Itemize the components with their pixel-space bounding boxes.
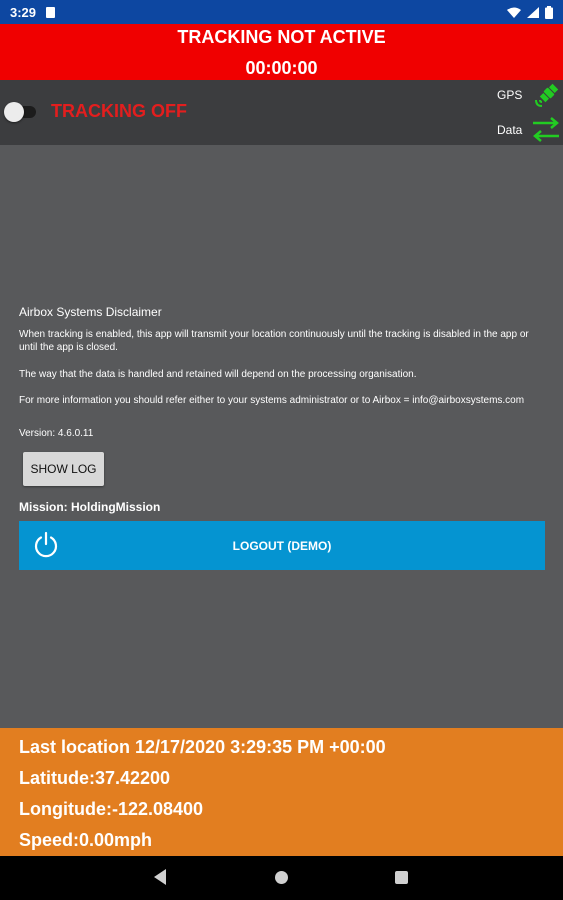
battery-icon (545, 6, 553, 19)
show-log-button[interactable]: SHOW LOG (23, 452, 104, 486)
home-icon[interactable] (275, 871, 288, 884)
transfer-arrows-icon (530, 116, 562, 144)
gps-label: GPS (497, 88, 523, 102)
longitude: Longitude:-122.08400 (19, 799, 204, 819)
status-time: 3:29 (10, 4, 37, 20)
data-label: Data (497, 123, 523, 137)
disclaimer-title: Airbox Systems Disclaimer (19, 305, 162, 319)
toggle-thumb (4, 102, 24, 122)
last-location: Last location 12/17/2020 3:29:35 PM +00:00 (19, 737, 386, 757)
recent-apps-icon[interactable] (395, 871, 408, 884)
logout-button[interactable] (19, 521, 545, 570)
status-bar (0, 0, 563, 24)
back-icon[interactable] (154, 869, 166, 885)
speed: Speed:0.00mph (19, 830, 153, 850)
tracking-state-label: TRACKING OFF (51, 101, 187, 121)
location-panel (0, 728, 563, 856)
disclaimer-paragraph: When tracking is enabled, this app will transmit your location continuously until the tracking is disabled in the app or until the app is closed. (19, 329, 529, 353)
disclaimer-paragraph: The way that the data is handled and retained will depend on the processing organisation. (19, 369, 417, 380)
tracking-timer: 00:00:00 (245, 58, 318, 78)
signal-icon (527, 7, 539, 18)
tracking-toggle[interactable] (4, 102, 34, 120)
sd-card-icon (46, 7, 55, 18)
mission-label: Mission: HoldingMission (19, 500, 161, 514)
satellite-icon (532, 80, 562, 110)
latitude: Latitude:37.42200 (19, 768, 171, 788)
app-version: Version: 4.6.0.11 (19, 428, 94, 439)
tracking-status-title: TRACKING NOT ACTIVE (177, 27, 386, 47)
disclaimer-paragraph: For more information you should refer either to your systems administrator or to Airbox = info@airboxsystems.com (19, 395, 525, 406)
wifi-icon (507, 7, 521, 18)
navigation-bar (0, 856, 563, 900)
tracking-status-banner (0, 24, 563, 80)
logout-label: LOGOUT (DEMO) (232, 539, 332, 553)
